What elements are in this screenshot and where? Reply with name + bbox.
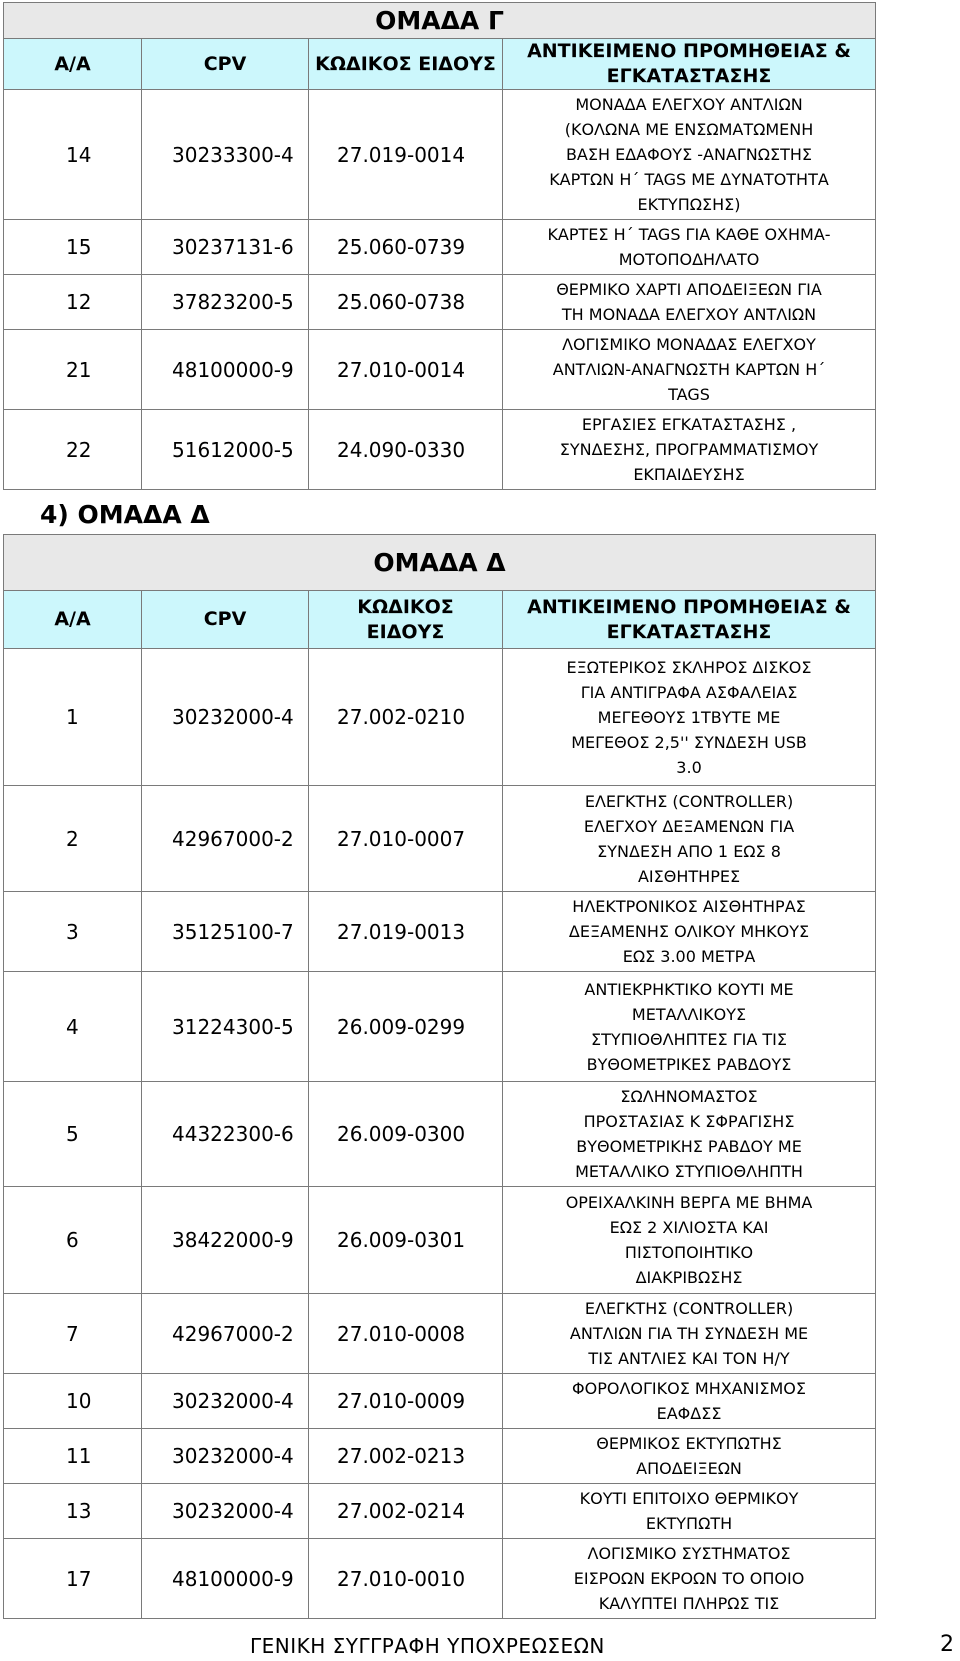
description-line: ΕΚΤΥΠΩΣΗΣ) [637, 195, 741, 214]
description-line: ΕΚΤΥΠΩΤΗ [645, 1514, 733, 1533]
row-number: 1 [4, 649, 142, 786]
header-item-code [309, 591, 503, 649]
item-description [503, 90, 876, 220]
item-description [503, 1374, 876, 1429]
table-row [4, 786, 876, 892]
header-aa: Α/Α [4, 39, 142, 90]
item-description [503, 972, 876, 1082]
description-line: ΣΥΝΔΕΣΗ ΑΠΟ 1 ΕΩΣ 8 [597, 841, 781, 861]
header-subject: ΑΝΤΙΚΕΙΜΕΝΟ ΠΡΟΜΗΘΕΙΑΣ & ΕΓΚΑΤΑΣΤΑΣΗΣ [503, 591, 876, 649]
item-code: 27.010-0010 [309, 1539, 503, 1619]
page-number: 2 [940, 1632, 954, 1657]
item-code: 26.009-0301 [309, 1187, 503, 1294]
description-line: ΜΟΤΟΠΟΔΗΛΑΤΟ [618, 250, 760, 269]
description-line: ΕΙΣΡΟΩΝ ΕΚΡΟΩΝ ΤΟ ΟΠΟΙΟ [573, 1569, 805, 1588]
description-line: ΕΩΣ 2 ΧΙΛΙΟΣΤΑ ΚΑΙ [609, 1218, 769, 1237]
description-line: ΤΗ ΜΟΝΑΔΑ ΕΛΕΓΧΟΥ ΑΝΤΛΙΩΝ [561, 305, 817, 324]
description-line: ΜΕΤΑΛΛΙΚΟΥΣ [631, 1004, 747, 1024]
item-code: 27.002-0214 [309, 1484, 503, 1539]
description-line: ΕΡΓΑΣΙΕΣ ΕΓΚΑΤΑΣΤΑΣΗΣ , [581, 415, 797, 434]
item-code: 27.010-0009 [309, 1374, 503, 1429]
item-code: 27.002-0210 [309, 649, 503, 786]
row-number: 12 [4, 275, 142, 330]
item-code: 27.010-0007 [309, 786, 503, 892]
item-description [503, 786, 876, 892]
row-number: 15 [4, 220, 142, 275]
item-code: 27.019-0014 [309, 90, 503, 220]
table-row [4, 330, 876, 410]
item-description [503, 1294, 876, 1374]
row-number: 10 [4, 1374, 142, 1429]
table-row [4, 1187, 876, 1294]
description-line: ΕΞΩΤΕΡΙΚΟΣ ΣΚΛΗΡΟΣ ΔΙΣΚΟΣ [566, 657, 812, 677]
description-line: TAGS [668, 385, 710, 404]
section-heading-group-d: 4) ΟΜΑΔΑ Δ [40, 500, 210, 529]
group-c-title: ΟΜΑΔΑ Γ [4, 3, 876, 39]
item-description [503, 649, 876, 786]
item-description [503, 1539, 876, 1619]
item-code: 27.010-0008 [309, 1294, 503, 1374]
description-line: ΗΛΕΚΤΡΟΝΙΚΟΣ ΑΙΣΘΗΤΗΡΑΣ [572, 897, 806, 916]
cpv-code: 30232000-4 [142, 1484, 309, 1539]
cpv-code: 30232000-4 [142, 1374, 309, 1429]
footer-title: ΓΕΝΙΚΗ ΣΥΓΓΡΑΦΗ ΥΠΟΧΡΕΩΣΕΩΝ [250, 1634, 605, 1658]
table-row [4, 1374, 876, 1429]
header-item-code-line2: ΕΙΔΟΥΣ [366, 620, 445, 643]
description-line: ΜΟΝΑΔΑ ΕΛΕΓΧΟΥ ΑΝΤΛΙΩΝ [575, 95, 803, 114]
description-line: ΓΙΑ ΑΝΤΙΓΡΑΦΑ ΑΣΦΑΛΕΙΑΣ [580, 682, 798, 702]
description-line: ΣΩΛΗΝΟΜΑΣΤΟΣ [620, 1087, 758, 1106]
description-line: ΛΟΓΙΣΜΙΚΟ ΜΟΝΑΔΑΣ ΕΛΕΓΧΟΥ [562, 335, 816, 354]
description-line: ΜΕΓΕΘΟΣ 2,5'' ΣΥΝΔΕΣΗ USB [571, 732, 807, 752]
table-row [4, 90, 876, 220]
cpv-code: 44322300-6 [142, 1082, 309, 1187]
description-line: ΛΟΓΙΣΜΙΚΟ ΣΥΣΤΗΜΑΤΟΣ [587, 1544, 791, 1563]
table-row [4, 1429, 876, 1484]
group-d-title: ΟΜΑΔΑ Δ [4, 535, 876, 591]
description-line: (ΚΟΛΩΝΑ ΜΕ ΕΝΣΩΜΑΤΩΜΕΝΗ [564, 120, 814, 139]
row-number: 2 [4, 786, 142, 892]
cpv-code: 30237131-6 [142, 220, 309, 275]
cpv-code: 31224300-5 [142, 972, 309, 1082]
row-number: 7 [4, 1294, 142, 1374]
description-line: ΒΥΘΟΜΕΤΡΙΚΕΣ ΡΑΒΔΟΥΣ [586, 1054, 792, 1074]
cpv-code: 42967000-2 [142, 786, 309, 892]
description-line: ΠΙΣΤΟΠΟΙΗΤΙΚΟ [624, 1243, 754, 1262]
cpv-code: 51612000-5 [142, 410, 309, 490]
header-item-code: ΚΩΔΙΚΟΣ ΕΙΔΟΥΣ [309, 39, 503, 90]
row-number: 17 [4, 1539, 142, 1619]
description-line: ΚΑΡΤΕΣ Η΄ TAGS ΓΙΑ ΚΑΘΕ ΟΧΗΜΑ- [547, 225, 831, 244]
cpv-code: 35125100-7 [142, 892, 309, 972]
header-item-code-line1: ΚΩΔΙΚΟΣ [357, 595, 454, 618]
item-description [503, 220, 876, 275]
description-line: ΘΕΡΜΙΚΟ ΧΑΡΤΙ ΑΠΟΔΕΙΞΕΩΝ ΓΙΑ [556, 280, 822, 299]
table-row [4, 1082, 876, 1187]
description-line: ΑΙΣΘΗΤΗΡΕΣ [637, 866, 741, 886]
description-line: ΑΝΤΛΙΩΝ ΓΙΑ ΤΗ ΣΥΝΔΕΣΗ ΜΕ [569, 1324, 809, 1343]
row-number: 21 [4, 330, 142, 410]
item-code: 26.009-0299 [309, 972, 503, 1082]
table-row [4, 1484, 876, 1539]
cpv-code: 48100000-9 [142, 1539, 309, 1619]
description-line: ΔΙΑΚΡΙΒΩΣΗΣ [635, 1268, 743, 1287]
description-line: ΕΛΕΓΧΟΥ ΔΕΞΑΜΕΝΩΝ ΓΙΑ [583, 816, 795, 836]
cpv-code: 30232000-4 [142, 649, 309, 786]
description-line: ΣΥΝΔΕΣΗΣ, ΠΡΟΓΡΑΜΜΑΤΙΣΜΟΥ [559, 440, 819, 459]
description-line: ΑΠΟΔΕΙΞΕΩΝ [636, 1459, 742, 1478]
description-line: ΕΛΕΓΚΤΗΣ (CONTROLLER) [584, 791, 794, 811]
table-row [4, 972, 876, 1082]
row-number: 14 [4, 90, 142, 220]
description-line: ΑΝΤΛΙΩΝ-ΑΝΑΓΝΩΣΤΗ ΚΑΡΤΩΝ Η΄ [552, 360, 826, 379]
cpv-code: 37823200-5 [142, 275, 309, 330]
group-d-table [3, 534, 876, 1619]
item-code: 27.010-0014 [309, 330, 503, 410]
table-row [4, 1294, 876, 1374]
row-number: 6 [4, 1187, 142, 1294]
item-description [503, 1082, 876, 1187]
header-cpv: CPV [142, 39, 309, 90]
item-description [503, 1484, 876, 1539]
table-row [4, 892, 876, 972]
description-line: ΒΥΘΟΜΕΤΡΙΚΗΣ ΡΑΒΔΟΥ ΜΕ [576, 1137, 802, 1156]
description-line: ΠΡΟΣΤΑΣΙΑΣ Κ ΣΦΡΑΓΙΣΗΣ [583, 1112, 795, 1131]
description-line: ΤΙΣ ΑΝΤΛΙΕΣ ΚΑΙ ΤΟΝ Η/Υ [588, 1349, 790, 1368]
description-line: ΑΝΤΙΕΚΡΗΚΤΙΚΟ ΚΟΥΤΙ ΜΕ [584, 979, 794, 999]
row-number: 22 [4, 410, 142, 490]
description-line: ΜΕΤΑΛΛΙΚΟ ΣΤΥΠΙΟΘΛΗΠΤΗ [575, 1162, 803, 1181]
description-line: ΕΩΣ 3.00 ΜΕΤΡΑ [622, 947, 756, 966]
table-row [4, 649, 876, 786]
header-aa: Α/Α [4, 591, 142, 649]
description-line: ΔΕΞΑΜΕΝΗΣ ΟΛΙΚΟΥ ΜΗΚΟΥΣ [568, 922, 810, 941]
cpv-code: 42967000-2 [142, 1294, 309, 1374]
description-line: ΚΑΛΥΠΤΕΙ ΠΛΗΡΩΣ ΤΙΣ [598, 1594, 780, 1613]
description-line: ΕΛΕΓΚΤΗΣ (CONTROLLER) [584, 1299, 794, 1318]
description-line: ΣΤΥΠΙΟΘΛΗΠΤΕΣ ΓΙΑ ΤΙΣ [591, 1029, 787, 1049]
item-description [503, 275, 876, 330]
item-description [503, 892, 876, 972]
item-code: 27.019-0013 [309, 892, 503, 972]
row-number: 3 [4, 892, 142, 972]
description-line: ΟΡΕΙΧΑΛΚΙΝΗ ΒΕΡΓΑ ΜΕ ΒΗΜΑ [565, 1193, 813, 1212]
description-line: ΘΕΡΜΙΚΟΣ ΕΚΤΥΠΩΤΗΣ [596, 1434, 782, 1453]
description-line: ΜΕΓΕΘΟΥΣ 1ΤΒΥΤΕ ΜΕ [597, 707, 781, 727]
row-number: 11 [4, 1429, 142, 1484]
item-code: 25.060-0738 [309, 275, 503, 330]
description-line: ΒΑΣΗ ΕΔΑΦΟΥΣ -ΑΝΑΓΝΩΣΤΗΣ [565, 145, 813, 164]
description-line: 3.0 [676, 757, 702, 777]
cpv-code: 38422000-9 [142, 1187, 309, 1294]
header-subject: ΑΝΤΙΚΕΙΜΕΝΟ ΠΡΟΜΗΘΕΙΑΣ & ΕΓΚΑΤΑΣΤΑΣΗΣ [503, 39, 876, 90]
group-c-table [3, 2, 876, 490]
item-code: 26.009-0300 [309, 1082, 503, 1187]
table-row [4, 275, 876, 330]
table-row [4, 220, 876, 275]
description-line: ΦΟΡΟΛΟΓΙΚΟΣ ΜΗΧΑΝΙΣΜΟΣ [572, 1379, 806, 1398]
description-line: ΕΚΠΑΙΔΕΥΣΗΣ [633, 465, 745, 484]
item-code: 27.002-0213 [309, 1429, 503, 1484]
description-line: ΚΑΡΤΩΝ Η΄ TAGS ΜΕ ΔΥΝΑΤΟΤΗΤΑ [549, 170, 829, 189]
row-number: 13 [4, 1484, 142, 1539]
cpv-code: 30232000-4 [142, 1429, 309, 1484]
item-description [503, 410, 876, 490]
item-description [503, 1187, 876, 1294]
cpv-code: 30233300-4 [142, 90, 309, 220]
item-description [503, 330, 876, 410]
row-number: 5 [4, 1082, 142, 1187]
row-number: 4 [4, 972, 142, 1082]
header-cpv: CPV [142, 591, 309, 649]
description-line: ΕΑΦΔΣΣ [656, 1404, 722, 1423]
item-code: 25.060-0739 [309, 220, 503, 275]
table-row [4, 410, 876, 490]
cpv-code: 48100000-9 [142, 330, 309, 410]
table-row [4, 1539, 876, 1619]
item-code: 24.090-0330 [309, 410, 503, 490]
item-description [503, 1429, 876, 1484]
description-line: ΚΟΥΤΙ ΕΠΙΤΟΙΧΟ ΘΕΡΜΙΚΟΥ [579, 1489, 799, 1508]
